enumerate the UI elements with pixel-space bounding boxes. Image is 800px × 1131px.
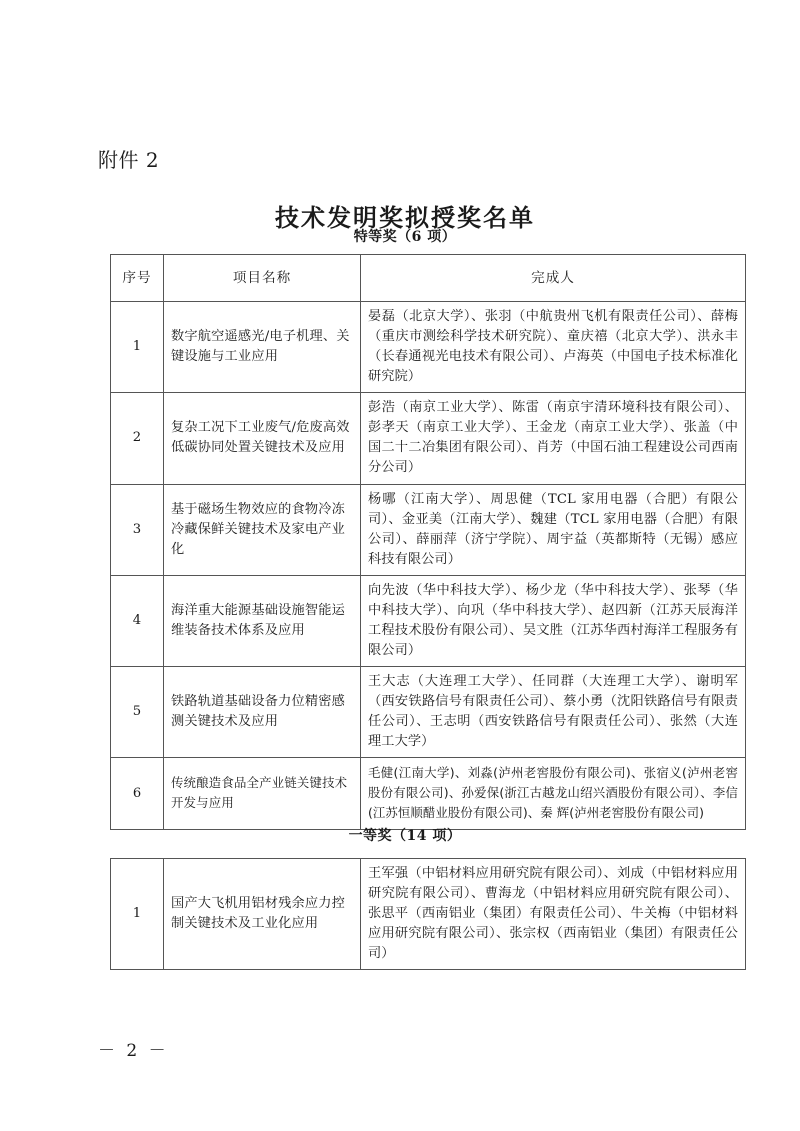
cell-index: 3 [111, 484, 164, 575]
page-title: 技术发明奖拟授奖名单 [275, 203, 535, 233]
cell-project: 复杂工况下工业废气/危废高效低碳协同处置关键技术及应用 [164, 393, 361, 484]
cell-project: 铁路轨道基础设备力位精密感测关键技术及应用 [164, 667, 361, 758]
cell-index: 2 [111, 393, 164, 484]
cell-project: 数字航空遥感光/电子机理、关键设施与工业应用 [164, 302, 361, 393]
cell-index: 4 [111, 575, 164, 666]
cell-people: 彭浩（南京工业大学）、陈雷（南京宇清环境科技有限公司）、彭孝天（南京工业大学）、王金龙（南京工业大学）、张盖（中国二十二冶集团有限公司）、肖芳（中国石油工程建设公司西南分公司） [361, 393, 746, 484]
table-row [111, 393, 746, 484]
cell-project: 海洋重大能源基础设施智能运维装备技术体系及应用 [164, 575, 361, 666]
column-header-people: 完成人 [361, 255, 746, 302]
table-body [111, 302, 746, 830]
cell-people: 毛健(江南大学)、刘淼(泸州老窖股份有限公司)、张宿义(泸州老窖股份有限公司)、孙爱保(浙江古越龙山绍兴酒股份有限公司）、李信(江苏恒顺醋业股份有限公司)、秦 辉(泸州老窖股份有限公司) [361, 758, 746, 829]
column-header-index: 序号 [111, 255, 164, 302]
cell-index: 1 [111, 302, 164, 393]
attachment-label: 附件 2 [98, 148, 160, 172]
cell-people: 王军强（中铝材料应用研究院有限公司）、刘成（中铝材料应用研究院有限公司）、曹海龙（中铝材料应用研究院有限公司）、张思平（西南铝业（集团）有限责任公司）、牛关梅（中铝材料应用研究院有限公司）、张宗权（西南铝业（集团）有限责任公司） [361, 859, 746, 970]
cell-index: 5 [111, 667, 164, 758]
table-row [111, 302, 746, 393]
cell-people: 向先波（华中科技大学）、杨少龙（华中科技大学）、张琴（华中科技大学）、向巩（华中科技大学）、赵四新（江苏天辰海洋工程技术股份有限公司）、吴文胜（江苏华西村海洋工程服务有限公司） [361, 575, 746, 666]
table-body [111, 859, 746, 970]
table-row [111, 667, 746, 758]
cell-people: 杨哪（江南大学）、周思健（TCL 家用电器（合肥）有限公司）、金亚美（江南大学）、魏建（TCL 家用电器（合肥）有限公司）、薛丽萍（济宁学院）、周宇益（英都斯特（无锡）感应科技有限公司） [361, 484, 746, 575]
cell-project: 基于磁场生物效应的食物冷冻冷藏保鲜关键技术及家电产业化 [164, 484, 361, 575]
table-row [111, 758, 746, 829]
cell-index: 1 [111, 859, 164, 970]
cell-index: 6 [111, 758, 164, 829]
table-row [111, 859, 746, 970]
table-header-row [111, 255, 746, 302]
table-header [111, 255, 746, 302]
table-row [111, 575, 746, 666]
cell-project: 国产大飞机用铝材残余应力控制关键技术及工业化应用 [164, 859, 361, 970]
special-award-table [110, 254, 746, 830]
page-number-footer: － 2 － [98, 1041, 169, 1061]
table-row [111, 484, 746, 575]
cell-project: 传统酿造食品全产业链关键技术开发与应用 [164, 758, 361, 829]
section-caption-special-award: 特等奖（6 项） [353, 229, 457, 245]
first-award-table [110, 858, 746, 970]
cell-people: 王大志（大连理工大学）、任同群（大连理工大学）、谢明军（西安铁路信号有限责任公司）、蔡小勇（沈阳铁路信号有限责任公司）、王志明（西安铁路信号有限责任公司）、张然（大连理工大学） [361, 667, 746, 758]
cell-people: 晏磊（北京大学）、张羽（中航贵州飞机有限责任公司）、薛梅（重庆市测绘科学技术研究院）、童庆禧（北京大学）、洪永丰（长春通视光电技术有限公司）、卢海英（中国电子技术标准化研究院） [361, 302, 746, 393]
section-caption-first-award: 一等奖（14 项） [348, 828, 462, 844]
column-header-project: 项目名称 [164, 255, 361, 302]
